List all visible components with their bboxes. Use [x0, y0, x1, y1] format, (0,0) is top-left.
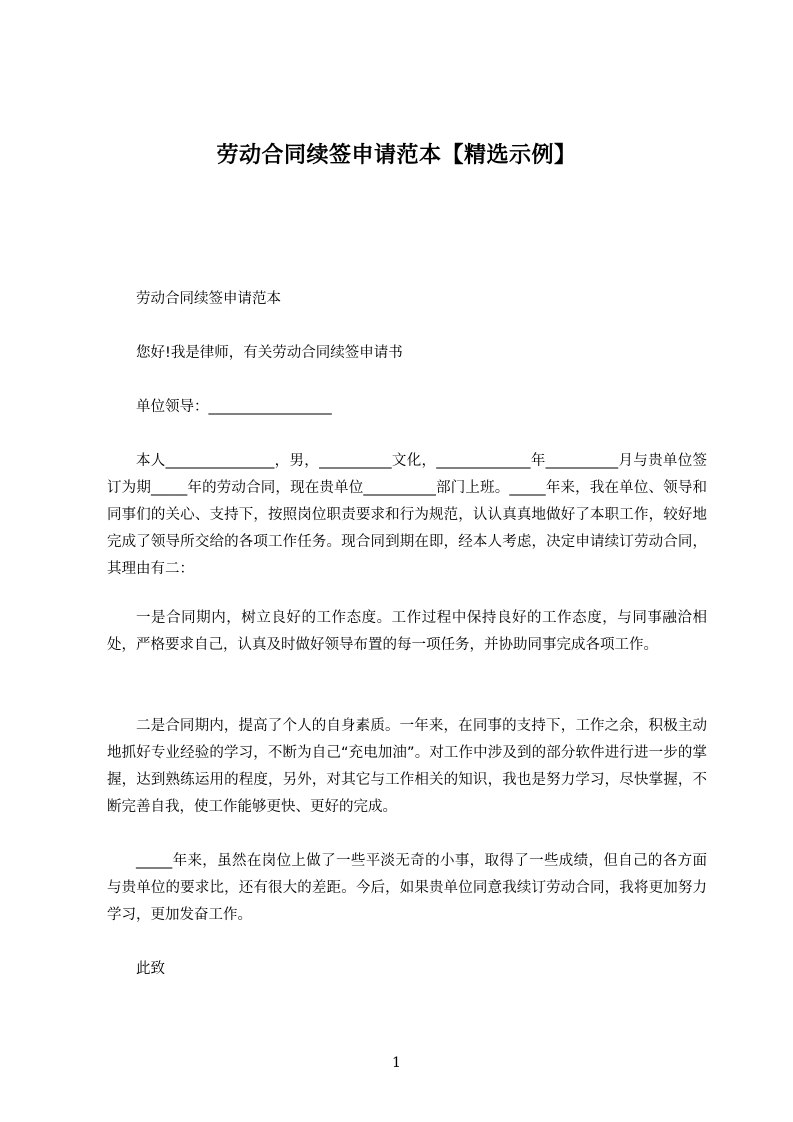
paragraph-reason-two: 二是合同期内，提高了个人的自身素质。一年来，在同事的支持下，工作之余，积极主动地抓好专业经验的学习，不断为自己“充电加油”。对工作中涉及到的部分软件进行进一步的掌握，达到熟练运用的程度，另外，对其它与工作相关的知识，我也是努力学习，尽快掌握，不断完善自我，使工作能够更快、更好的完成。: [107, 718, 707, 815]
paragraph-salutation: 此致: [136, 961, 165, 977]
document-title: 劳动合同续签申请范本【精选示例】: [216, 143, 577, 168]
paragraph-greeting: 您好!我是律师，有关劳动合同续签申请书: [136, 345, 403, 361]
paragraph-body-intro: 本人_______________，男，__________文化，_____________年__________月与贵单位签订为期_____年的劳动合同，现在贵单位__________部门上班。_____年来，我在单位、领导和同事们的关心、支持下，按照岗位职责要求和行为规范，认认真真地做好了本职工作，较好地完成了领导所交给的各项工作任务。现合同到期在即，经本人考虑，决定申请续订劳动合同，其理由有二：: [107, 453, 707, 577]
paragraph-reason-one: 一是合同期内，树立良好的工作态度。工作过程中保持良好的工作态度，与同事融洽相处，严格要求自己，认真及时做好领导布置的每一项任务，并协助同事完成各项工作。: [107, 610, 707, 653]
paragraph-closing: _____年来，虽然在岗位上做了一些平淡无奇的小事，取得了一些成绩，但自己的各方面与贵单位的要求比，还有很大的差距。今后，如果贵单位同意我续订劳动合同，我将更加努力学习，更加发奋工作。: [107, 853, 707, 923]
page-number: 1: [392, 1055, 401, 1071]
paragraph-addressee: 单位领导：_________________: [136, 399, 332, 415]
paragraph-subtitle: 劳动合同续签申请范本: [136, 291, 281, 307]
